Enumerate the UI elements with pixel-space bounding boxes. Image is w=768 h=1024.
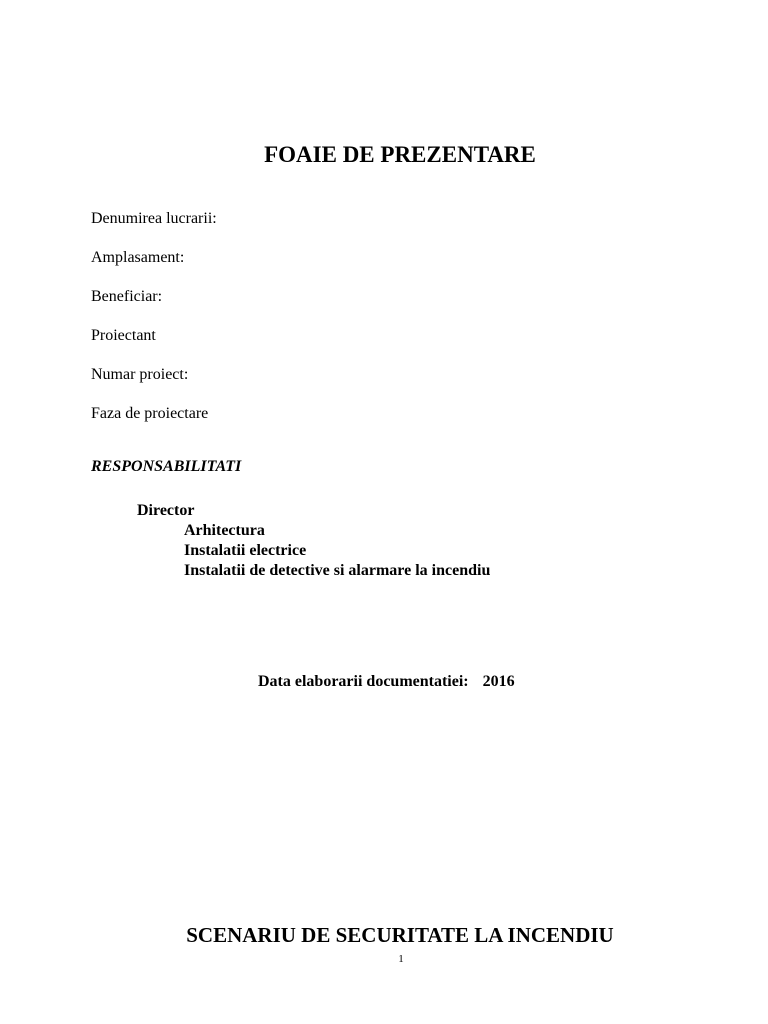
field-faza-de-proiectare: Faza de proiectare — [91, 405, 209, 422]
page-title: FOAIE DE PREZENTARE — [264, 142, 536, 167]
field-amplasament: Amplasament: — [91, 249, 185, 266]
role-instalatii-electrice: Instalatii electrice — [184, 542, 307, 559]
field-numar-proiect: Numar proiect: — [91, 366, 189, 383]
field-beneficiar: Beneficiar: — [91, 288, 163, 305]
date-line — [258, 673, 515, 691]
page-number: 1 — [398, 953, 404, 965]
footer-title: SCENARIU DE SECURITATE LA INCENDIU — [186, 923, 614, 947]
role-director: Director — [137, 502, 195, 519]
field-denumirea-lucrarii: Denumirea lucrarii: — [91, 210, 217, 227]
date-value: 2016 — [482, 673, 515, 690]
date-label: Data elaborarii documentatiei: — [258, 673, 469, 690]
role-instalatii-detectie: Instalatii de detective si alarmare la incendiu — [184, 562, 491, 579]
role-arhitectura: Arhitectura — [184, 522, 265, 539]
field-proiectant: Proiectant — [91, 327, 156, 344]
responsibilities-heading: RESPONSABILITATI — [91, 458, 242, 475]
